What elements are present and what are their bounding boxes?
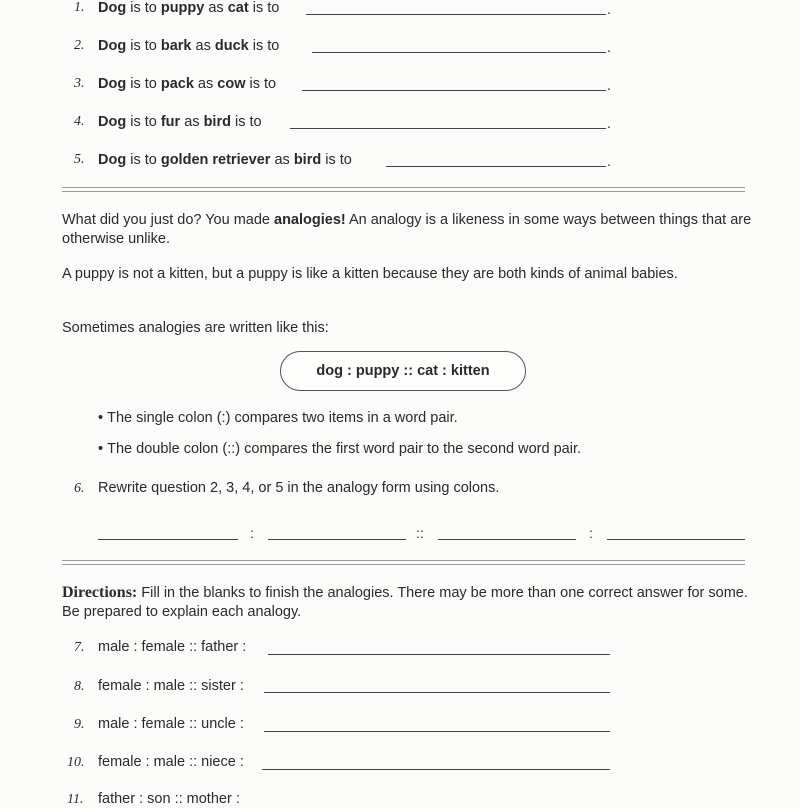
answer-blank-word-3[interactable] bbox=[438, 539, 576, 540]
question-number: 2. bbox=[74, 38, 85, 53]
answer-blank[interactable] bbox=[264, 731, 610, 732]
question-number: 5. bbox=[74, 152, 85, 167]
intro-paragraph-1: What did you just do? You made analogies! An analogy is a likeness in some ways between things that are otherwise unlike. bbox=[62, 212, 752, 247]
period: . bbox=[607, 78, 612, 94]
question-number: 7. bbox=[74, 640, 85, 655]
answer-blank[interactable] bbox=[306, 14, 606, 15]
question-number: 10. bbox=[67, 755, 85, 770]
answer-blank[interactable] bbox=[268, 654, 610, 655]
question-text: Dog is to pack as cow is to bbox=[98, 76, 277, 92]
question-number: 9. bbox=[74, 717, 85, 732]
period: . bbox=[607, 2, 612, 18]
answer-blank[interactable] bbox=[264, 692, 610, 693]
question-number: 11. bbox=[67, 792, 84, 807]
answer-blank[interactable] bbox=[386, 166, 606, 167]
bullet-item: • The double colon (::) compares the first word pair to the second word pair. bbox=[98, 441, 582, 457]
bullet-dot-icon: • bbox=[98, 441, 108, 457]
single-colon: : bbox=[589, 525, 593, 541]
question-number: 3. bbox=[74, 76, 85, 91]
question-text: Dog is to puppy as cat is to bbox=[98, 0, 280, 16]
answer-blank-word-1[interactable] bbox=[98, 539, 238, 540]
answer-blank[interactable] bbox=[302, 90, 606, 91]
answer-blank-word-4[interactable] bbox=[607, 539, 745, 540]
question-number: 4. bbox=[74, 114, 85, 129]
answer-blank[interactable] bbox=[262, 769, 610, 770]
directions-paragraph: Directions: Fill in the blanks to finish the analogies. There may be more than one correct answer for some. Be prepared to explain each analogy. bbox=[62, 584, 748, 620]
question-text: father : son :: mother : bbox=[98, 791, 240, 807]
example-analogy-text: dog : puppy :: cat : kitten bbox=[316, 363, 490, 379]
answer-blank[interactable] bbox=[290, 128, 606, 129]
question-text: female : male :: niece : bbox=[98, 754, 244, 770]
question-text: Dog is to bark as duck is to bbox=[98, 38, 280, 54]
section-divider bbox=[62, 560, 745, 565]
answer-blank[interactable] bbox=[312, 52, 606, 53]
bullet-dot-icon: • bbox=[98, 410, 108, 426]
directions-label: Directions: bbox=[62, 584, 138, 601]
question-text: male : female :: father : bbox=[98, 639, 247, 655]
question-number: 1. bbox=[74, 0, 85, 15]
period: . bbox=[607, 116, 612, 132]
question-text: male : female :: uncle : bbox=[98, 716, 244, 732]
bullet-item: • The single colon (:) compares two items in a word pair. bbox=[98, 410, 458, 426]
question-text: Dog is to fur as bird is to bbox=[98, 114, 262, 130]
question-number: 8. bbox=[74, 679, 85, 694]
period: . bbox=[607, 40, 612, 56]
question-number: 6. bbox=[74, 481, 85, 496]
single-colon: : bbox=[250, 525, 254, 541]
period: . bbox=[607, 154, 612, 170]
example-analogy-box bbox=[280, 351, 526, 391]
intro-paragraph-2: A puppy is not a kitten, but a puppy is like a kitten because they are both kinds of animal babies. bbox=[62, 266, 678, 282]
question-text: Dog is to golden retriever as bird is to bbox=[98, 152, 352, 168]
question-text: female : male :: sister : bbox=[98, 678, 244, 694]
double-colon: :: bbox=[416, 525, 424, 541]
section-divider bbox=[62, 187, 745, 192]
answer-blank-word-2[interactable] bbox=[268, 539, 406, 540]
question-6-text: Rewrite question 2, 3, 4, or 5 in the analogy form using colons. bbox=[98, 480, 500, 496]
intro-paragraph-3: Sometimes analogies are written like this: bbox=[62, 320, 329, 336]
